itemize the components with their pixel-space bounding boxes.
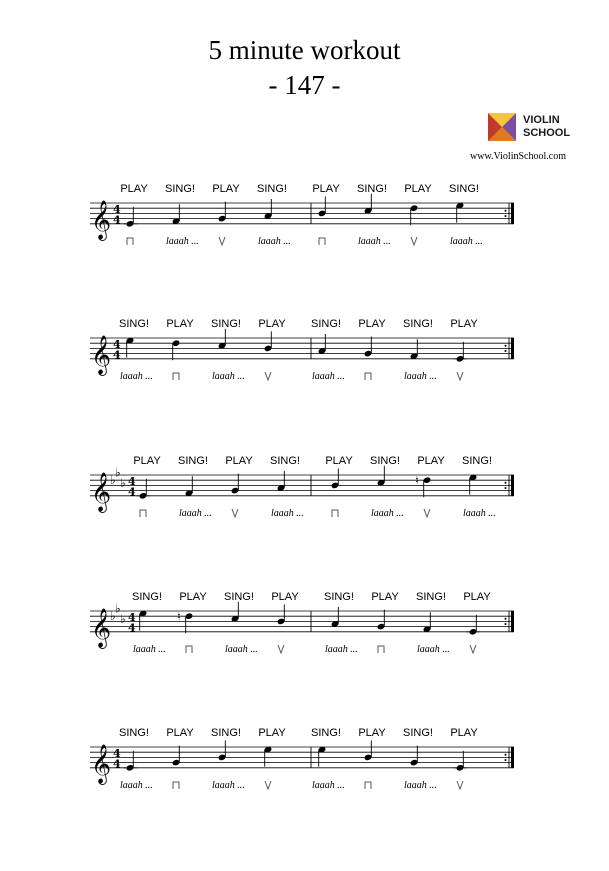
action-label: SING!	[132, 591, 162, 603]
lyric-text: laaah ...	[463, 508, 496, 519]
action-label: PLAY	[258, 318, 286, 330]
action-label: PLAY	[212, 183, 240, 195]
lyric-text: laaah ...	[450, 236, 483, 247]
lyric-text: laaah ...	[120, 371, 153, 382]
action-label: SING!	[119, 727, 149, 739]
action-label: PLAY	[417, 455, 445, 467]
lyric-text: laaah ...	[212, 780, 245, 791]
action-label: PLAY	[271, 591, 299, 603]
brand-line-1: VIOLIN	[523, 114, 560, 126]
key-signature-flat-icon: ♭	[120, 611, 126, 626]
action-label: PLAY	[225, 455, 253, 467]
time-signature-bottom: 4	[113, 757, 121, 771]
lyric-text: laaah ...	[358, 236, 391, 247]
natural-sign-icon: ♮	[177, 610, 181, 624]
repeat-dot-icon	[505, 482, 507, 484]
action-label: PLAY	[404, 183, 432, 195]
up-bow-icon	[265, 781, 271, 789]
down-bow-icon	[140, 510, 146, 517]
action-label: SING!	[403, 318, 433, 330]
action-label: PLAY	[166, 727, 194, 739]
repeat-dot-icon	[505, 754, 507, 756]
music-system-4	[90, 591, 514, 655]
key-signature-flat-icon: ♭	[115, 601, 121, 616]
action-label: PLAY	[325, 455, 353, 467]
natural-sign-icon: ♮	[415, 474, 419, 488]
lyric-text: laaah ...	[404, 780, 437, 791]
repeat-dot-icon	[505, 350, 507, 352]
up-bow-icon	[265, 372, 271, 380]
treble-clef-icon: 𝄞	[91, 607, 112, 648]
time-signature-top: 4	[128, 474, 136, 488]
final-barline	[511, 203, 514, 224]
action-label: PLAY	[371, 591, 399, 603]
time-signature-top: 4	[113, 746, 121, 760]
lyric-text: laaah ...	[133, 644, 166, 655]
lyric-text: laaah ...	[179, 508, 212, 519]
lyric-text: laaah ...	[120, 780, 153, 791]
time-signature-bottom: 4	[113, 348, 121, 362]
action-label: SING!	[178, 455, 208, 467]
up-bow-icon	[457, 372, 463, 380]
action-label: PLAY	[133, 455, 161, 467]
action-label: SING!	[224, 591, 254, 603]
lyric-text: laaah ...	[404, 371, 437, 382]
treble-clef-icon: 𝄞	[91, 334, 112, 375]
time-signature-bottom: 4	[113, 213, 121, 227]
lyric-text: laaah ...	[417, 644, 450, 655]
treble-clef-icon: 𝄞	[91, 471, 112, 512]
treble-clef-icon: 𝄞	[91, 743, 112, 784]
lyric-text: laaah ...	[371, 508, 404, 519]
down-bow-icon	[186, 646, 192, 653]
action-label: SING!	[370, 455, 400, 467]
repeat-dot-icon	[505, 345, 507, 347]
final-barline	[511, 747, 514, 768]
action-label: PLAY	[312, 183, 340, 195]
repeat-dot-icon	[505, 618, 507, 620]
down-bow-icon	[173, 373, 179, 380]
music-system-1	[90, 183, 514, 247]
time-signature-bottom: 4	[128, 485, 136, 499]
action-label: PLAY	[463, 591, 491, 603]
repeat-dot-icon	[505, 215, 507, 217]
action-label: SING!	[311, 318, 341, 330]
website-url[interactable]: www.ViolinSchool.com	[470, 151, 566, 162]
action-label: SING!	[270, 455, 300, 467]
up-bow-icon	[457, 781, 463, 789]
action-label: SING!	[324, 591, 354, 603]
page-title: 5 minute workout	[208, 35, 401, 65]
lyric-text: laaah ...	[312, 371, 345, 382]
repeat-dot-icon	[505, 759, 507, 761]
final-barline	[511, 338, 514, 359]
time-signature-bottom: 4	[128, 621, 136, 635]
lyric-text: laaah ...	[212, 371, 245, 382]
music-system-3	[90, 455, 514, 519]
action-label: SING!	[357, 183, 387, 195]
down-bow-icon	[319, 238, 325, 245]
up-bow-icon	[424, 509, 430, 517]
key-signature-flat-icon: ♭	[115, 465, 121, 480]
up-bow-icon	[470, 645, 476, 653]
action-label: SING!	[462, 455, 492, 467]
key-signature-flat-icon: ♭	[110, 609, 116, 624]
down-bow-icon	[127, 238, 133, 245]
lyric-text: laaah ...	[325, 644, 358, 655]
time-signature-top: 4	[113, 202, 121, 216]
key-signature-flat-icon: ♭	[110, 473, 116, 488]
action-label: SING!	[449, 183, 479, 195]
action-label: PLAY	[166, 318, 194, 330]
repeat-dot-icon	[505, 210, 507, 212]
action-label: SING!	[211, 318, 241, 330]
action-label: SING!	[211, 727, 241, 739]
time-signature-top: 4	[113, 337, 121, 351]
repeat-dot-icon	[505, 487, 507, 489]
action-label: PLAY	[120, 183, 148, 195]
action-label: PLAY	[358, 727, 386, 739]
repeat-dot-icon	[505, 623, 507, 625]
final-barline	[511, 611, 514, 632]
action-label: SING!	[416, 591, 446, 603]
lyric-text: laaah ...	[271, 508, 304, 519]
up-bow-icon	[232, 509, 238, 517]
action-label: PLAY	[450, 318, 478, 330]
up-bow-icon	[219, 237, 225, 245]
music-system-5	[90, 727, 514, 791]
action-label: SING!	[311, 727, 341, 739]
lyric-text: laaah ...	[312, 780, 345, 791]
lyric-text: laaah ...	[225, 644, 258, 655]
final-barline	[511, 475, 514, 496]
key-signature-flat-icon: ♭	[120, 475, 126, 490]
exercise-number: - 147 -	[268, 70, 341, 100]
music-system-2	[90, 318, 514, 382]
up-bow-icon	[278, 645, 284, 653]
brand-line-2: SCHOOL	[523, 127, 571, 139]
down-bow-icon	[365, 782, 371, 789]
action-label: SING!	[403, 727, 433, 739]
action-label: SING!	[165, 183, 195, 195]
lyric-text: laaah ...	[258, 236, 291, 247]
action-label: PLAY	[358, 318, 386, 330]
up-bow-icon	[411, 237, 417, 245]
time-signature-top: 4	[128, 610, 136, 624]
action-label: PLAY	[258, 727, 286, 739]
lyric-text: laaah ...	[166, 236, 199, 247]
down-bow-icon	[365, 373, 371, 380]
down-bow-icon	[332, 510, 338, 517]
action-label: SING!	[257, 183, 287, 195]
down-bow-icon	[378, 646, 384, 653]
down-bow-icon	[173, 782, 179, 789]
action-label: SING!	[119, 318, 149, 330]
action-label: PLAY	[179, 591, 207, 603]
action-label: PLAY	[450, 727, 478, 739]
treble-clef-icon: 𝄞	[91, 199, 112, 240]
